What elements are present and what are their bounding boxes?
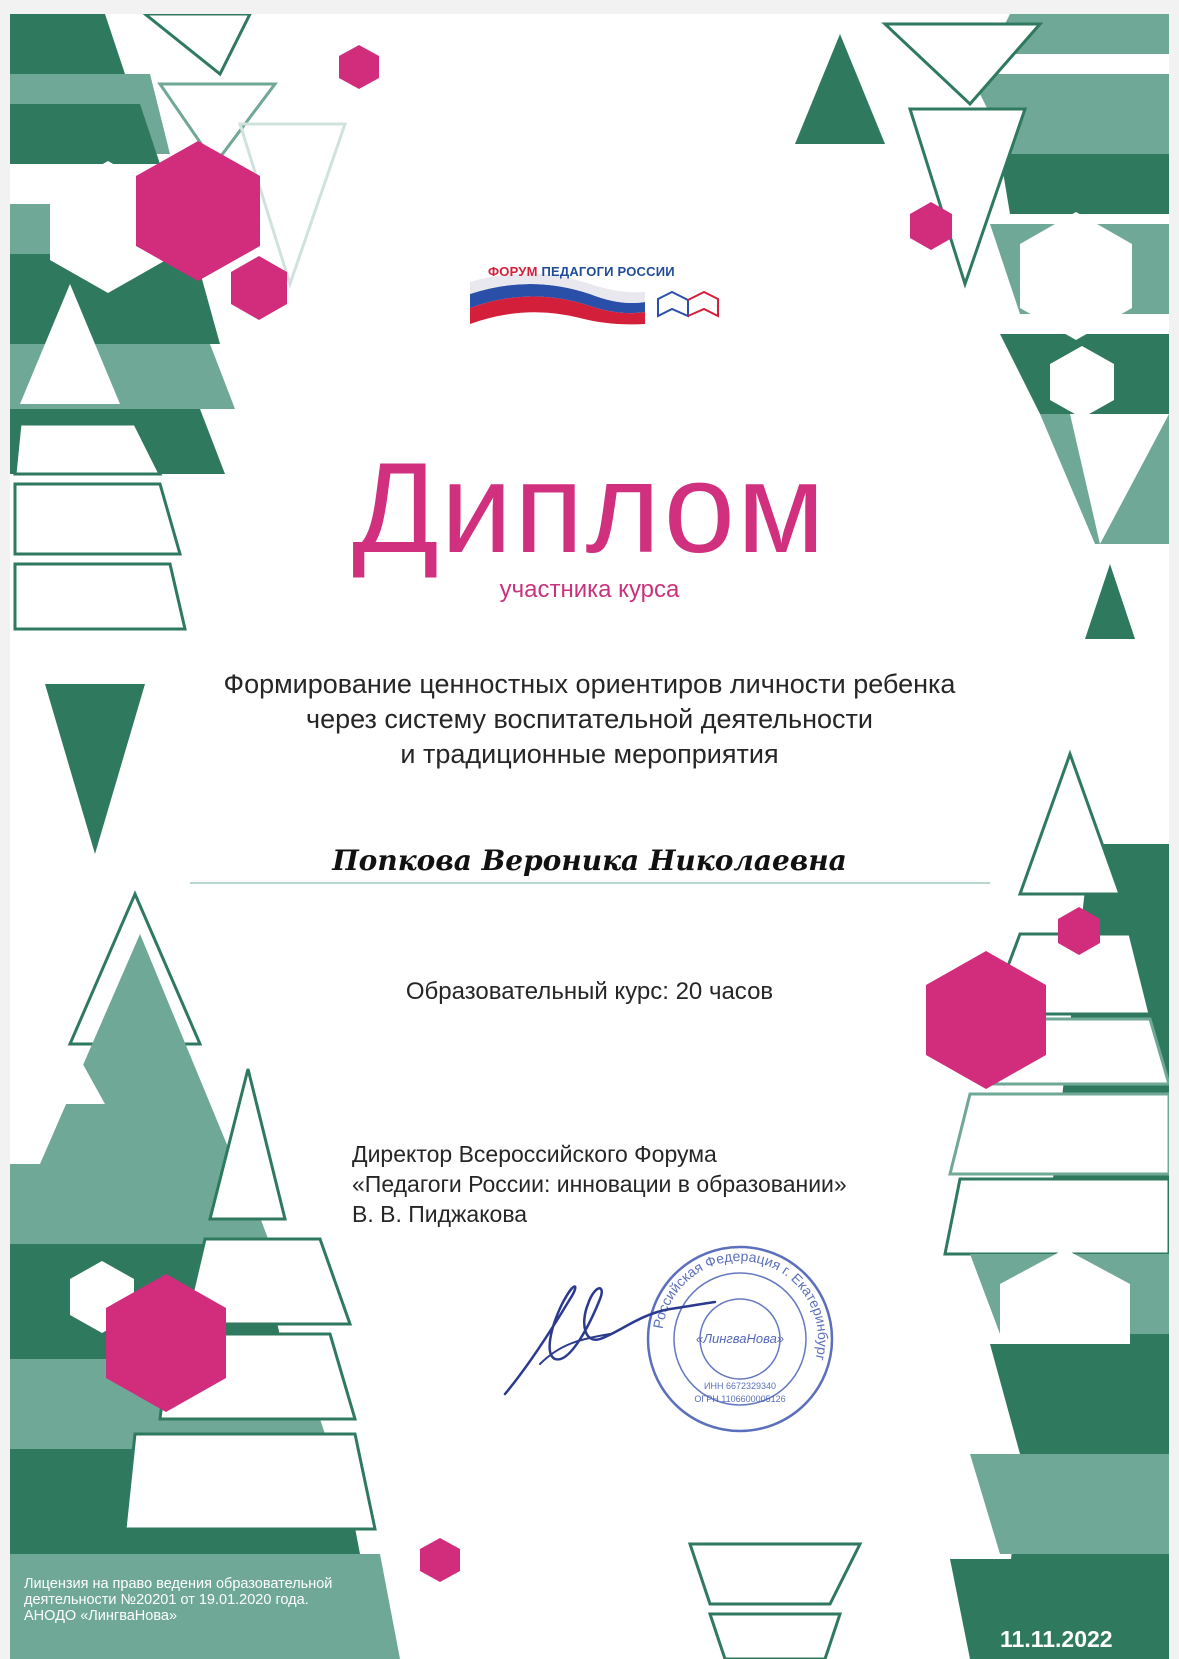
stamp-center-text: «ЛингваНова» (695, 1331, 785, 1346)
logo-word-forum: ФОРУМ (488, 264, 538, 279)
license-line: АНОДО «ЛингваНова» (24, 1608, 178, 1624)
director-line: В. В. Пиджакова (352, 1201, 528, 1227)
license-info (24, 1576, 332, 1624)
license-line: деятельности №20201 от 19.01.2020 года. (24, 1592, 309, 1608)
course-title-line: и традиционные мероприятия (400, 739, 779, 769)
director-signature (500, 1264, 720, 1404)
license-line: Лицензия на право ведения образовательной (24, 1576, 333, 1592)
course-hours: Образовательный курс: 20 часов (405, 978, 774, 1005)
director-block (352, 1139, 847, 1229)
course-title-line: Формирование ценностных ориентиров личности ребенка (223, 669, 956, 699)
logo-word-teachers: ПЕДАГОГИ РОССИИ (541, 264, 675, 279)
logo-text (488, 264, 675, 279)
recipient-name: Попкова Вероника Николаевна (332, 844, 847, 877)
diploma-title: Диплом (352, 437, 827, 580)
director-line: Директор Всероссийского Форума (352, 1141, 717, 1167)
stamp-ogrn-text: ОГРН 1106600005126 (694, 1394, 786, 1404)
director-line: «Педагоги России: инновации в образовании» (352, 1171, 847, 1197)
course-title-line: через систему воспитательной деятельности (306, 704, 873, 734)
course-title (120, 667, 1059, 772)
diploma-sheet (10, 14, 1169, 1659)
forum-logo (470, 254, 720, 334)
stamp-inn-text: ИНН 6672329340 (703, 1381, 777, 1391)
diploma-subtitle: участника курса (499, 576, 680, 603)
stamp-outer-text: Российская Федерация г. Екатеринбург (649, 1247, 832, 1363)
issue-date: 11.11.2022 (1000, 1626, 1113, 1652)
recipient-underline (190, 882, 990, 884)
